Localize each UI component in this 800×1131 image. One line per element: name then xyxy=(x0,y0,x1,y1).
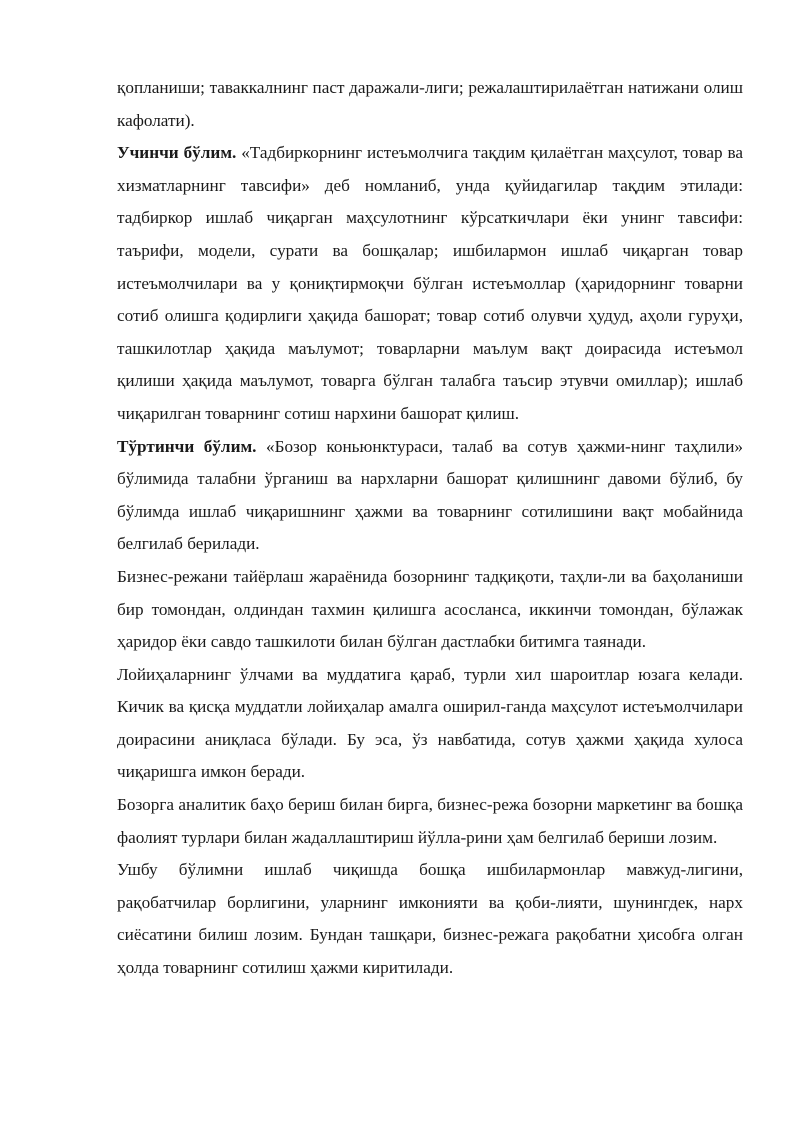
document-page xyxy=(117,72,743,985)
paragraph-4 xyxy=(117,561,743,659)
paragraph-6-text: Бозорга аналитик баҳо бериш билан бирга, бизнес-режа бозорни маркетинг ва бошқа фаолият турлари билан жадаллаштириш йўлла-рини ҳам белгилаб бериши лозим. xyxy=(117,795,743,847)
paragraph-1-text: қопланиши; таваккалнинг паст даражали-лиги; режалаштирилаётган натижани олиш кафолати). xyxy=(117,78,743,130)
paragraph-3-text: «Бозор коньюнктураси, талаб ва сотув ҳажми-нинг таҳлили» бўлимида талабни ўрганиш ва нархларни башорат қилишнинг давоми бўлиб, бу бўлимда ишлаб чиқаришнинг ҳажми ва товарнинг сотилишини вақт мобайнида белгилаб берилади. xyxy=(117,436,743,554)
section-heading-fourth: Тўртинчи бўлим. xyxy=(117,436,257,456)
paragraph-7 xyxy=(117,854,743,984)
section-heading-third: Учинчи бўлим. xyxy=(117,143,237,163)
paragraph-4-text: Бизнес-режани тайёрлаш жараёнида бозорнинг тадқиқоти, таҳли-ли ва баҳоланиши бир томондан, олдиндан тахмин қилишга асосланса, иккинчи томондан, бўлажак ҳаридор ёки савдо ташкилоти билан бўлган дастлабки битимга таянади. xyxy=(117,566,743,652)
paragraph-5 xyxy=(117,659,743,789)
paragraph-5-text: Лойиҳаларнинг ўлчами ва муддатига қараб, турли хил шароитлар юзага келади. Кичик ва қисқа муддатли лойиҳалар амалга оширил-ганда маҳсулот истеъмолчилари доирасини аниқласа бўлади. Бу эса, ўз навбатида, сотув ҳажми ҳақида хулоса чиқаришга имкон беради. xyxy=(117,664,743,782)
paragraph-3 xyxy=(117,431,743,561)
paragraph-2 xyxy=(117,137,743,430)
paragraph-6 xyxy=(117,789,743,854)
paragraph-7-text: Ушбу бўлимни ишлаб чиқишда бошқа ишбилармонлар мавжуд-лигини, рақобатчилар борлигини, уларнинг имконияти ва қоби-лияти, шунингдек, нарх сиёсатини билиш лозим. Бундан ташқари, бизнес-режага рақобатни ҳисобга олган ҳолда товарнинг сотилиш ҳажми киритилади. xyxy=(117,860,743,978)
paragraph-2-text: «Тадбиркорнинг истеъмолчига тақдим қилаётган маҳсулот, товар ва хизматларнинг тавсифи» деб номланиб, унда қуйидагилар тақдим этилади: тадбиркор ишлаб чиқарган маҳсулотнинг кўрсаткичлари ёки унинг тавсифи: таърифи, модели, сурати ва бошқалар; ишбилармон ишлаб чиқарган товар истеъмолчилари ва у қониқтирмоқчи бўлган истеъмоллар (ҳаридорнинг товарни сотиб олишга қодирлиги ҳақида башорат; товар сотиб олувчи ҳудуд, аҳоли гуруҳи, ташкилотлар ҳақида маълумот; товарларни маълум вақт доирасида истеъмол қилиши ҳақида маълумот, товарга бўлган талабга таъсир этувчи омиллар); ишлаб чиқарилган товарнинг сотиш нархини башорат қилиш. xyxy=(117,143,743,423)
paragraph-1 xyxy=(117,72,743,137)
